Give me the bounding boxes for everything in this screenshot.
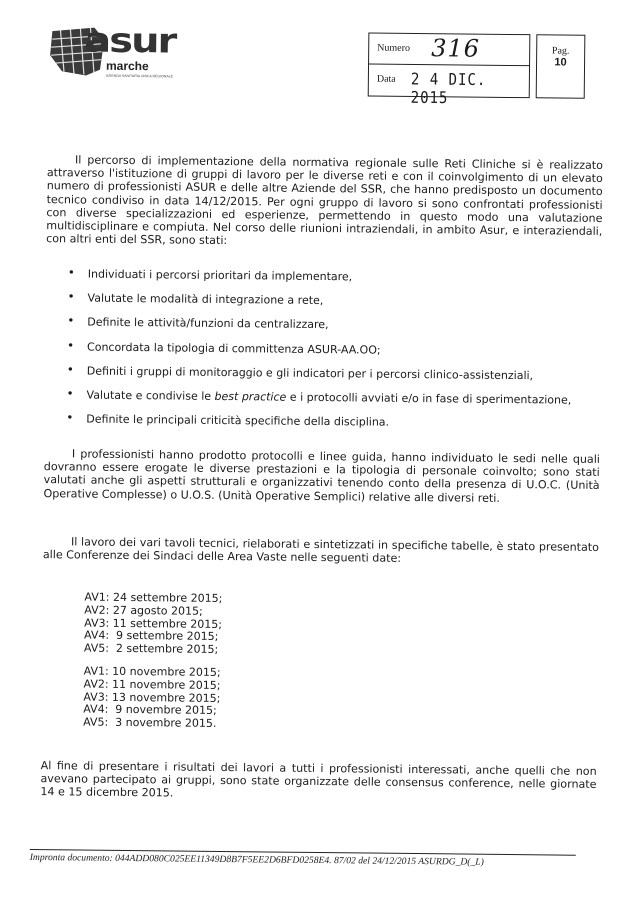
professionals-paragraph: I professionisti hanno prodotto protocolli e linee guida, hanno individuato le sedi nelle quali dovranno essere erogate le diverse prestazioni e la tipologia di personale coinvolto; sono stati valutati anche gli aspetti strutturali e organizzativi tenendo conto della presenza di U.O.C. (Unità Operative Complesse) o U.O.S. (Unità Operative Semplici) relative alle diversi reti. bbox=[43, 447, 600, 505]
best-practice-term: best practice bbox=[214, 389, 287, 404]
numero-row bbox=[369, 33, 529, 66]
logo-subtitle: marche bbox=[105, 58, 149, 74]
date-line: AV4: 9 settembre 2015; bbox=[83, 628, 219, 644]
date-line: AV4: 9 novembre 2015; bbox=[83, 702, 217, 718]
protocol-box bbox=[368, 32, 531, 108]
closing-paragraph: Al fine di presentare i risultati dei lavori a tutti i professionisti interessati, anche quelli che non avevano partecipato ai gruppi, sono state organizzate delle consensus conference, nelle giornate 14 e 15 dicembre 2015. bbox=[40, 759, 597, 800]
achievements-list bbox=[66, 267, 608, 442]
data-row bbox=[369, 64, 529, 108]
numero-label: Numero bbox=[377, 42, 411, 54]
list-item-text: Valutate e condivise le bbox=[86, 388, 212, 403]
conferences-paragraph: Il lavoro dei vari tavoli tecnici, rielaborati e sintetizzati in specifiche tabelle, è stato presentato alle Conferenze dei Sindaci delle Area Vaste nelle seguenti date: bbox=[42, 535, 600, 566]
asur-logo bbox=[48, 20, 179, 84]
page-number: 10 bbox=[554, 56, 567, 69]
list-item: • Concordata la tipologia di committenza ASUR-AA.OO; bbox=[67, 340, 607, 370]
numero-value: 316 bbox=[431, 34, 481, 63]
date-line: AV5: 2 settembre 2015; bbox=[83, 641, 219, 657]
list-item: • Definite le attività/funzioni da centralizzare, bbox=[67, 316, 607, 346]
intro-paragraph: Il percorso di implementazione della normativa regionale sulle Reti Cliniche si è realizzato attraverso l'istituzione di gruppi di lavoro per le diverse reti e con il coinvolgimento di un elevato numero di professionisti ASUR e delle altre Aziende del SSR, che hanno predisposto un documento tecnico condiviso in data 14/12/2015. Per ogni gruppo di lavoro si sono confrontati professionisti con diverse specializzazioni ed esperienze, permettendo in questo modo una valutazione multidisciplinare e compiuta. Nel corso delle riunioni intraziendali, in ambito Asur, e interaziendali, con altri enti del SSR, sono stati: bbox=[46, 153, 604, 248]
page-label: Pag. bbox=[551, 45, 570, 57]
date-line: AV2: 27 agosto 2015; bbox=[84, 603, 203, 618]
date-line: AV3: 11 settembre 2015; bbox=[84, 616, 223, 631]
dates-block-first bbox=[84, 592, 223, 657]
logo-word: asur bbox=[84, 20, 176, 62]
data-label: Data bbox=[376, 73, 396, 85]
data-stamp: 2 4 DIC. 2015 bbox=[410, 70, 487, 108]
list-item-text: e i protocolli avviati e/o in fase di sperimentazione, bbox=[289, 390, 572, 407]
date-line: AV1: 24 settembre 2015; bbox=[84, 590, 223, 605]
list-item: • Definiti i gruppi di monitoraggio e gli indicatori per i percorsi clinico-assistenziali, bbox=[67, 364, 607, 394]
date-line: AV1: 10 novembre 2015; bbox=[83, 664, 221, 679]
list-item: • Individuati i percorsi prioritari da implementare, bbox=[68, 267, 608, 297]
page-number-box bbox=[536, 34, 586, 99]
list-item: • Definite le principali criticità specifiche della disciplina. bbox=[66, 412, 606, 442]
document-fingerprint: Impronta documento: 044ADD080C025EE11349D8B7F5EE2D6BFD0258E4. 87/02 del 24/12/2015 ASURDG_D(_L) bbox=[29, 851, 484, 868]
date-line: AV5: 3 novembre 2015. bbox=[83, 715, 217, 731]
date-line: AV3: 13 novembre 2015; bbox=[83, 690, 221, 705]
date-line: AV2: 11 novembre 2015; bbox=[83, 677, 221, 692]
logo-tagline: AZIENDA SANITARIA UNICA REGIONALE bbox=[105, 73, 173, 79]
list-item: • Valutate le modalità di integrazione a rete, bbox=[67, 292, 607, 322]
dates-block-second bbox=[83, 666, 221, 731]
